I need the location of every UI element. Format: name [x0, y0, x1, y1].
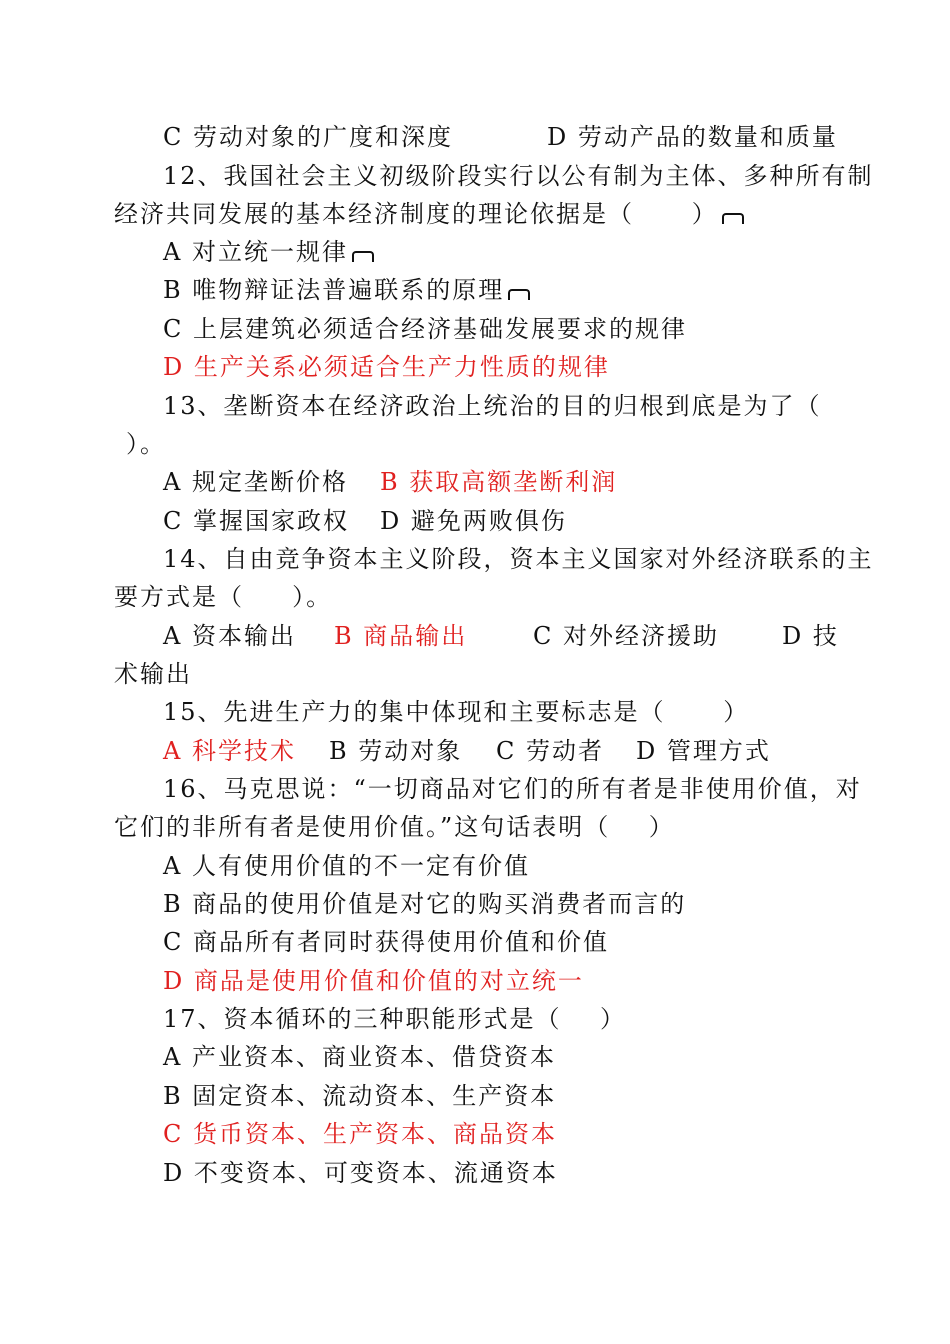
return-mark-icon: [352, 251, 374, 262]
question-16-line1: 16、马克思说：“一切商品对它们的所有者是非使用价值，对: [163, 775, 862, 803]
question-17: 17、资本循环的三种职能形式是（ ）: [163, 1005, 627, 1033]
question-16-line2: 它们的非所有者是使用价值。”这句话表明（ ）: [114, 813, 675, 841]
option-13a: A 规定垄断价格: [163, 468, 348, 496]
option-17b: B 固定资本、流动资本、生产资本: [163, 1082, 557, 1110]
question-14-line2: 要方式是（ ）。: [114, 583, 333, 611]
option-11c: C 劳动对象的广度和深度: [163, 123, 453, 151]
option-14b-answer: B 商品输出: [334, 622, 468, 650]
option-16c: C 商品所有者同时获得使用价值和价值: [163, 928, 609, 956]
question-13-line1: 13、垄断资本在经济政治上统治的目的归根到底是为了（: [163, 392, 822, 420]
option-16b: B 商品的使用价值是对它的购买消费者而言的: [163, 890, 687, 918]
question-15: 15、先进生产力的集中体现和主要标志是（ ）: [163, 698, 750, 726]
option-14a: A 资本输出: [163, 622, 296, 650]
option-15d: D 管理方式: [636, 737, 771, 765]
option-17d: D 不变资本、可变资本、流通资本: [163, 1159, 558, 1187]
question-12-line2: 经济共同发展的基本经济制度的理论依据是（ ）: [114, 195, 744, 233]
question-14-line1: 14、自由竞争资本主义阶段，资本主义国家对外经济联系的主: [163, 545, 874, 573]
question-13-line2: ）。: [126, 430, 166, 458]
option-11d: D 劳动产品的数量和质量: [547, 123, 838, 151]
question-12-line1: 12、我国社会主义初级阶段实行以公有制为主体、多种所有制: [163, 162, 874, 190]
option-14d-continued: 术输出: [114, 660, 192, 688]
option-17c-answer: C 货币资本、生产资本、商品资本: [163, 1120, 557, 1148]
option-12d-answer: D 生产关系必须适合生产力性质的规律: [163, 353, 610, 381]
option-16a: A 人有使用价值的不一定有价值: [163, 852, 530, 880]
option-16d-answer: D 商品是使用价值和价值的对立统一: [163, 967, 584, 995]
option-15c: C 劳动者: [496, 737, 604, 765]
option-15a-answer: A 科学技术: [163, 737, 296, 765]
option-12b: B 唯物辩证法普遍联系的原理: [163, 271, 530, 309]
option-14c: C 对外经济援助: [533, 622, 719, 650]
return-mark-icon: [508, 289, 530, 300]
option-15b: B 劳动对象: [329, 737, 463, 765]
option-12a: A 对立统一规律: [163, 233, 374, 271]
option-13b-answer: B 获取高额垄断利润: [380, 468, 618, 496]
option-13c: C 掌握国家政权: [163, 507, 349, 535]
return-mark-icon: [722, 213, 744, 224]
option-12c: C 上层建筑必须适合经济基础发展要求的规律: [163, 315, 687, 343]
option-17a: A 产业资本、商业资本、借贷资本: [163, 1043, 556, 1071]
option-14d: D 技: [782, 622, 839, 650]
option-13d: D 避免两败俱伤: [380, 507, 567, 535]
